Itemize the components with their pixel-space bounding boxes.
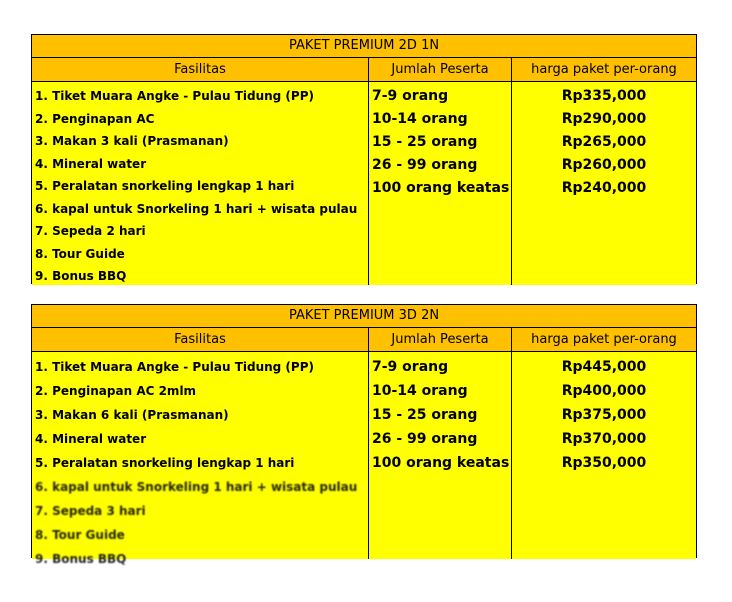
- facility-item: 8. Tour Guide: [35, 246, 125, 261]
- participant-range: 7-9 orang: [372, 359, 449, 375]
- participant-range: 10-14 orang: [372, 383, 468, 399]
- price-value: Rp335,000: [561, 88, 647, 104]
- price-value: Rp290,000: [561, 111, 647, 127]
- facility-item: 4. Mineral water: [35, 432, 147, 446]
- participant-range: 7-9 orang: [372, 88, 449, 104]
- facility-item: 7. Sepeda 2 hari: [35, 224, 146, 238]
- price-value: Rp350,000: [561, 455, 647, 471]
- price-value: Rp445,000: [561, 359, 647, 375]
- participant-range: 15 - 25 orang: [372, 134, 478, 150]
- table-header-row: [32, 328, 696, 352]
- participant-range: 100 orang keatas: [372, 180, 510, 196]
- facility-item: 9. Bonus BBQ: [35, 552, 127, 566]
- facility-item: 6. kapal untuk Snorkeling 1 hari + wisata pulau: [35, 480, 358, 494]
- price-value: Rp240,000: [561, 180, 647, 196]
- facility-item: 3. Makan 3 kali (Prasmanan): [35, 134, 229, 148]
- facility-item: 4. Mineral water: [35, 156, 147, 171]
- facility-item: 2. Penginapan AC: [35, 111, 155, 126]
- header-jumlah-peserta: Jumlah Peserta: [369, 58, 512, 81]
- price-value: Rp265,000: [561, 134, 647, 150]
- package-table-3d2n: [31, 304, 697, 566]
- facility-item: 1. Tiket Muara Angke - Pulau Tidung (PP): [35, 89, 314, 103]
- price-value: Rp260,000: [561, 157, 647, 173]
- facility-item: 3. Makan 6 kali (Prasmanan): [35, 408, 229, 422]
- facility-item: 5. Peralatan snorkeling lengkap 1 hari: [35, 179, 295, 193]
- facilities-column: [32, 352, 369, 566]
- facility-item: 6. kapal untuk Snorkeling 1 hari + wisata pulau: [35, 201, 358, 216]
- participant-range: 10-14 orang: [372, 111, 468, 127]
- table-header-row: [32, 58, 696, 82]
- participants-column: [369, 352, 512, 559]
- price-value: Rp375,000: [561, 407, 647, 423]
- price-value: Rp370,000: [561, 431, 647, 447]
- participant-range: 100 orang keatas: [372, 455, 510, 471]
- table-body: [32, 352, 696, 566]
- price-column: [512, 82, 696, 285]
- facility-item: 9. Bonus BBQ: [35, 269, 127, 283]
- header-fasilitas: Fasilitas: [32, 58, 369, 81]
- participant-range: 26 - 99 orang: [372, 431, 478, 447]
- facility-item: 8. Tour Guide: [35, 528, 125, 542]
- table-body: [32, 82, 696, 285]
- participant-range: 26 - 99 orang: [372, 157, 478, 173]
- header-jumlah-peserta: Jumlah Peserta: [369, 328, 512, 351]
- price-value: Rp400,000: [561, 383, 647, 399]
- package-title: PAKET PREMIUM 3D 2N: [32, 305, 696, 328]
- facilities-column: [32, 82, 369, 285]
- facility-item: 2. Penginapan AC 2mlm: [35, 384, 197, 398]
- header-harga: harga paket per-orang: [531, 332, 677, 347]
- header-fasilitas: Fasilitas: [32, 328, 369, 351]
- facility-item: 5. Peralatan snorkeling lengkap 1 hari: [35, 456, 295, 470]
- participant-range: 15 - 25 orang: [372, 407, 478, 423]
- facility-item: 7. Sepeda 3 hari: [35, 504, 146, 518]
- participants-column: [369, 82, 512, 285]
- package-table-2d1n: [31, 34, 697, 284]
- facility-item: 1. Tiket Muara Angke - Pulau Tidung (PP): [35, 360, 314, 374]
- package-title: PAKET PREMIUM 2D 1N: [32, 35, 696, 58]
- price-column: [512, 352, 696, 559]
- header-harga: harga paket per-orang: [531, 62, 677, 77]
